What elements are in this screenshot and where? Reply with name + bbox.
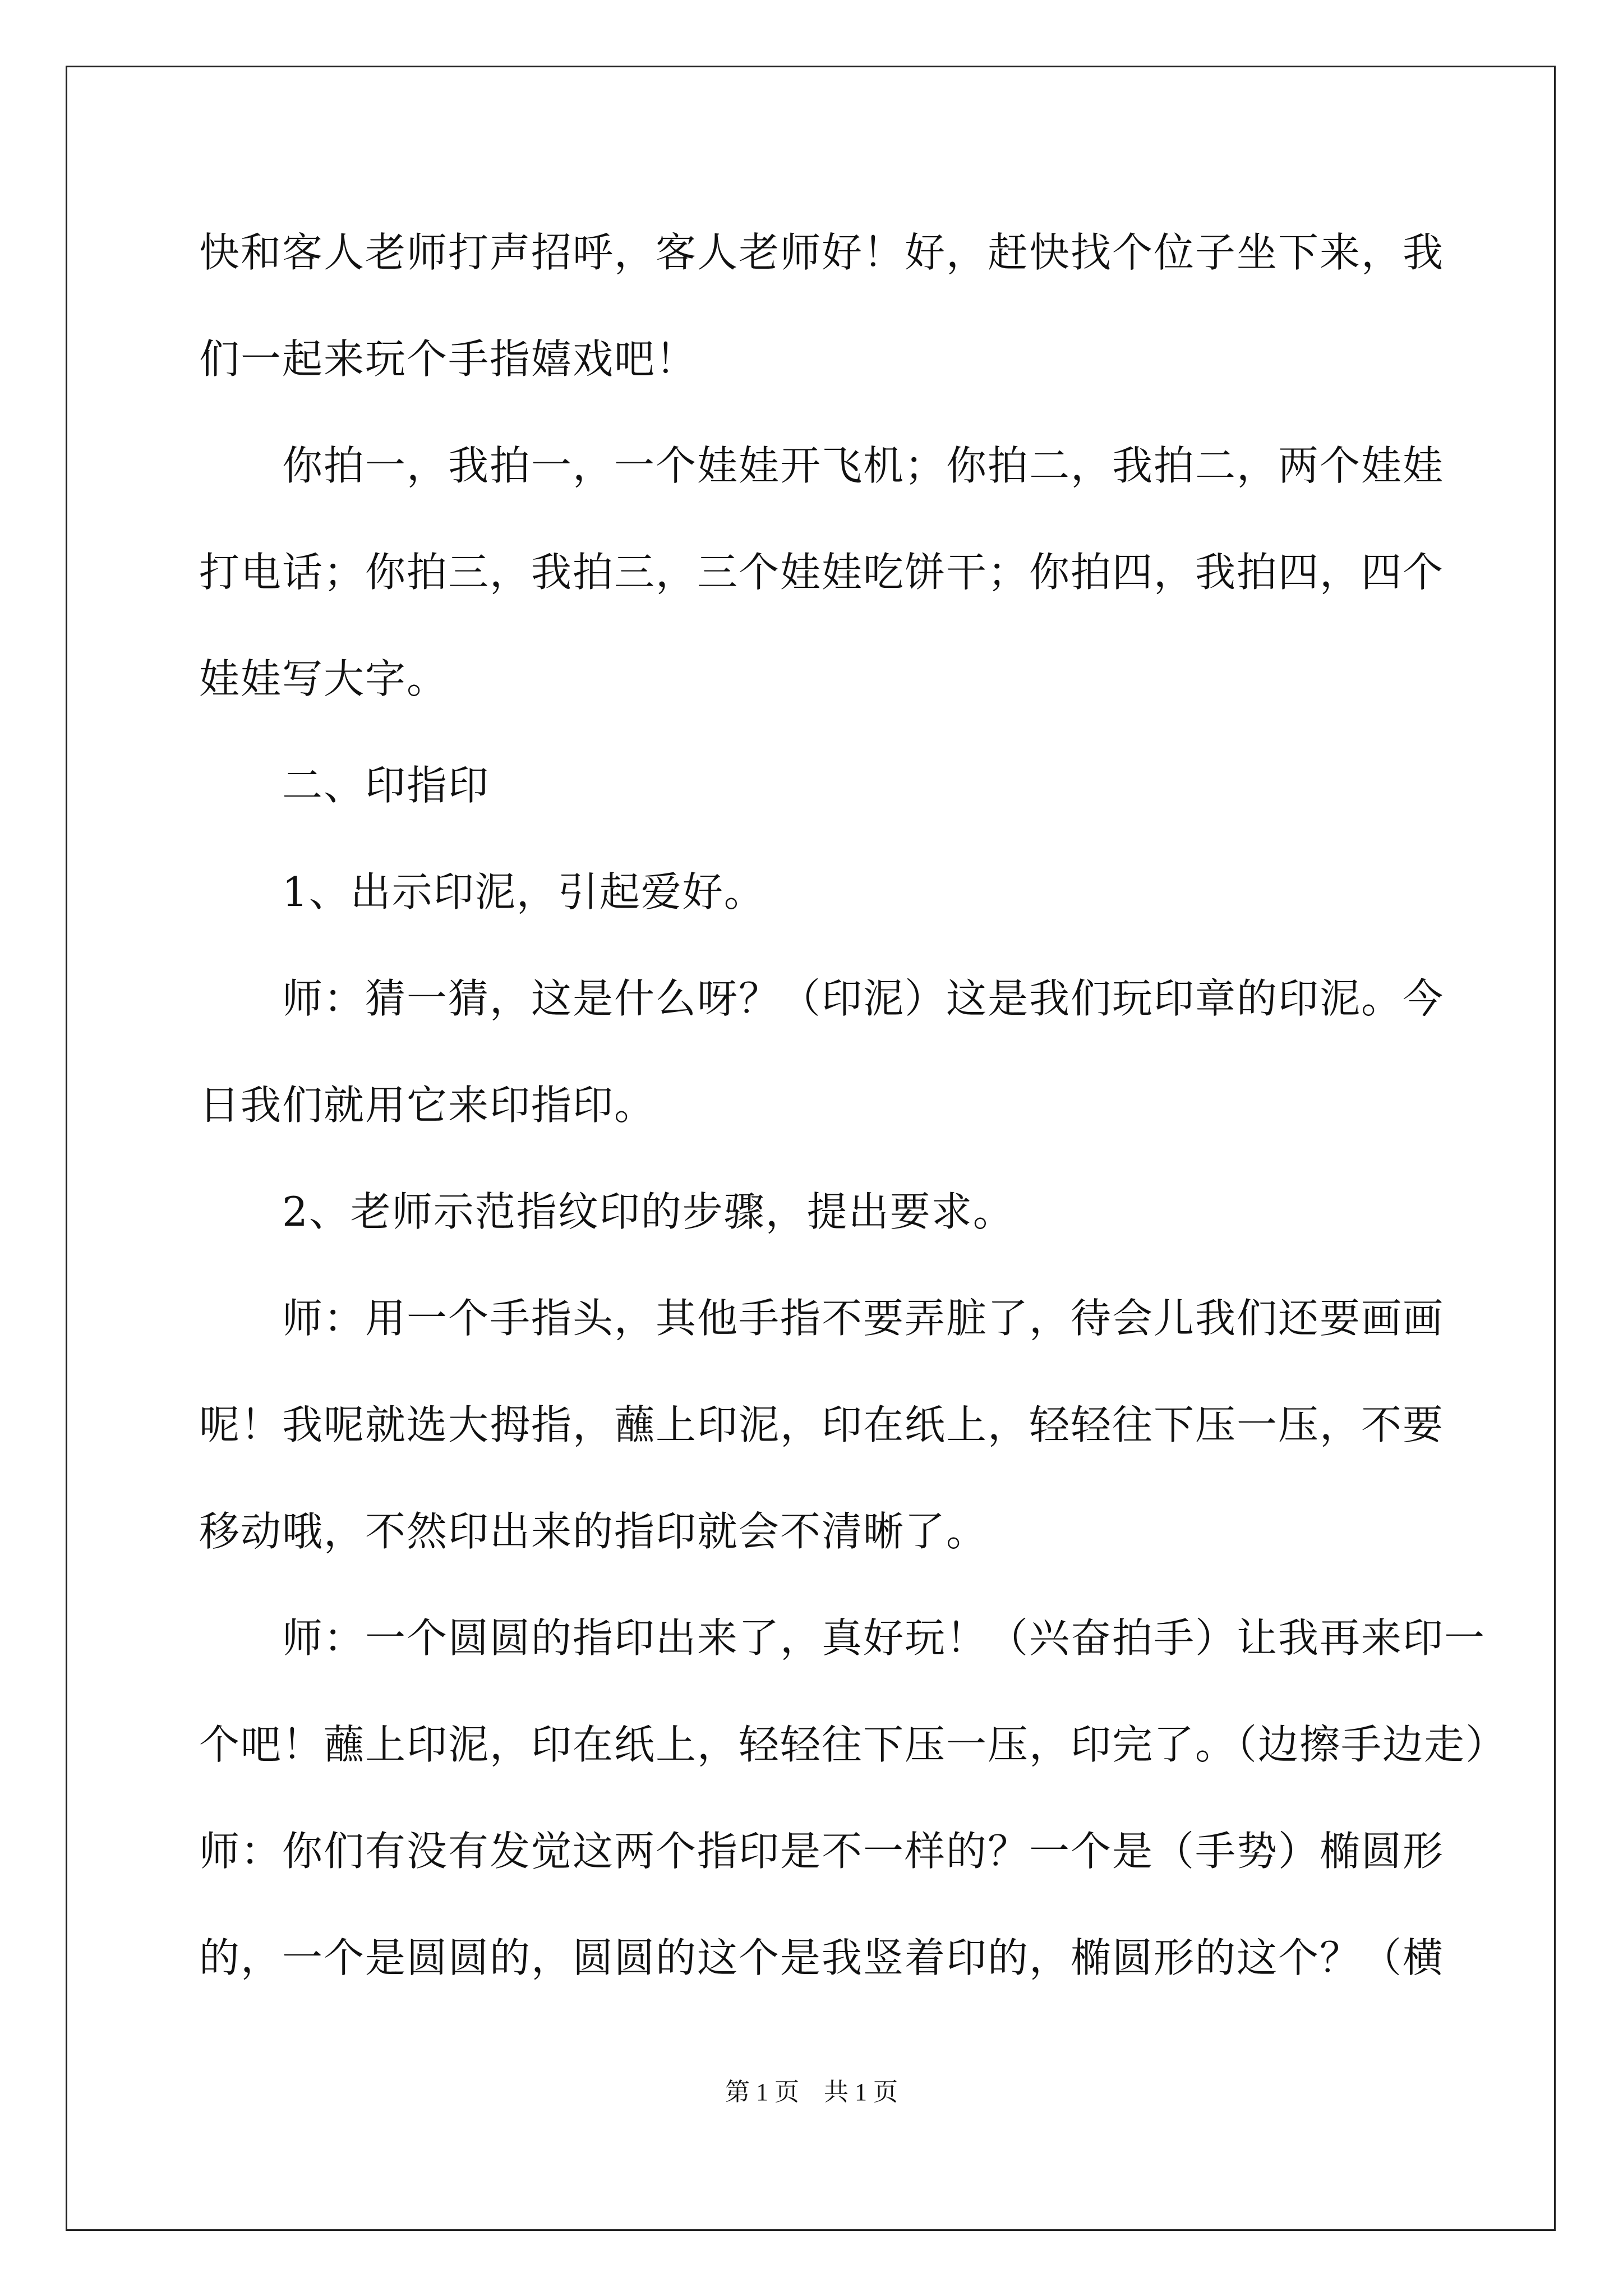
page-footer: [0, 2076, 1623, 2109]
text-line: 日我们就用它来印指印。: [199, 1082, 656, 1129]
page-border: [66, 66, 1556, 2231]
text-line: 你拍一，我拍一，一个娃娃开飞机；你拍二，我拍二，两个娃娃: [199, 442, 1445, 489]
page-number-label: 第 1 页 共 1 页: [725, 2078, 898, 2106]
text-line: 师：一个圆圆的指印出来了，真好玩！（兴奋拍手）让我再来印一: [199, 1614, 1486, 1662]
text-line: 们一起来玩个手指嬉戏吧！: [199, 335, 698, 383]
text-line: 呢！我呢就选大拇指，蘸上印泥，印在纸上，轻轻往下压一压，不要: [199, 1401, 1445, 1448]
text-line: 1、出示印泥，引起爱好。: [199, 868, 766, 915]
text-line: 师：猜一猜，这是什么呀？（印泥）这是我们玩印章的印泥。今: [199, 975, 1445, 1022]
text-line: 师：你们有没有发觉这两个指印是不一样的？一个是（手势）椭圆形: [199, 1828, 1445, 1875]
text-line: 快和客人老师打声招呼，客人老师好！好，赶快找个位子坐下来，我: [199, 229, 1445, 276]
text-line: 移动哦，不然印出来的指印就会不清晰了。: [199, 1508, 988, 1555]
text-line: 2、老师示范指纹印的步骤，提出要求。: [199, 1188, 1015, 1235]
text-line: 娃娃写大字。: [199, 655, 449, 702]
text-line: 师：用一个手指头，其他手指不要弄脏了，待会儿我们还要画画: [199, 1295, 1445, 1342]
text-line: 的，一个是圆圆的，圆圆的这个是我竖着印的，椭圆形的这个？（横: [199, 1934, 1445, 1981]
text-line: 打电话；你拍三，我拍三，三个娃娃吃饼干；你拍四，我拍四，四个: [199, 549, 1445, 596]
section-heading: 二、印指印: [199, 762, 490, 809]
text-line: 个吧！蘸上印泥，印在纸上，轻轻往下压一压，印完了。（边擦手边走）: [199, 1721, 1507, 1768]
